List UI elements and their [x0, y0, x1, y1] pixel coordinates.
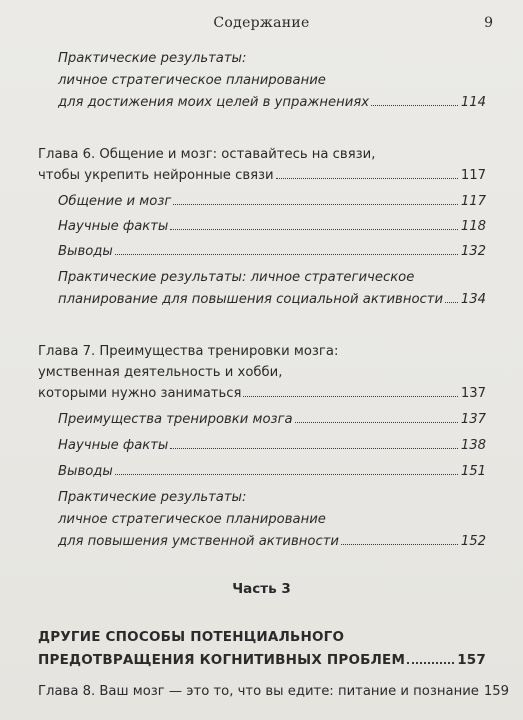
toc-entry-page: 117 — [460, 168, 486, 183]
toc-item — [58, 243, 486, 261]
toc-entry-label: Выводы — [58, 464, 113, 479]
dot-leader — [173, 203, 458, 205]
toc-entry-page: 132 — [460, 244, 486, 259]
toc-entry-label: чтобы укрепить нейронные связи — [38, 168, 274, 183]
toc-chapter-7-line1: Глава 7. Преимущества тренировки мозга: — [38, 344, 339, 359]
toc-entry-label: ПРЕДОТВРАЩЕНИЯ КОГНИТИВНЫХ ПРОБЛЕМ — [38, 652, 406, 668]
toc-chapter-7-line2: умственная деятельность и хобби, — [38, 365, 283, 380]
toc-entry-page: 134 — [460, 292, 486, 307]
toc-entry-page: 159 — [483, 684, 510, 699]
toc-entry-page: 114 — [460, 95, 486, 110]
toc-entry-label: которыми нужно заниматься — [38, 386, 242, 401]
running-head — [0, 15, 523, 35]
toc-entry-page: 137 — [460, 412, 486, 427]
toc-item — [58, 437, 486, 455]
part-heading-entry — [38, 651, 486, 669]
toc-practical-5-line2: личное стратегическое планирование — [58, 73, 326, 88]
toc-practical-5-entry — [58, 94, 486, 112]
toc-entry-label: планирование для повышения социальной активности — [58, 292, 444, 307]
part-heading-line1: ДРУГИЕ СПОСОБЫ ПОТЕНЦИАЛЬНОГО — [38, 629, 345, 645]
toc-item — [58, 411, 486, 429]
toc-entry-label: Научные факты — [58, 219, 169, 234]
dot-leader — [243, 395, 457, 397]
toc-entry-label: Научные факты — [58, 438, 169, 453]
toc-entry-label: для повышения умственной активности — [58, 534, 339, 549]
running-title: Содержание — [213, 15, 310, 31]
toc-practical-7-line2: личное стратегическое планирование — [58, 512, 326, 527]
toc-entry-page: 157 — [457, 652, 486, 668]
toc-chapter-8-entry — [38, 683, 510, 701]
dot-leader — [295, 421, 458, 423]
toc-chapter-6-entry — [38, 167, 486, 185]
toc-entry-label: Преимущества тренировки мозга — [58, 412, 293, 427]
toc-practical-7-entry — [58, 533, 486, 551]
toc-practical-7-line1: Практические результаты: — [58, 490, 247, 505]
page-number: 9 — [484, 15, 493, 31]
part-title: Часть 3 — [232, 581, 291, 597]
toc-practical-6-entry — [58, 291, 486, 309]
toc-entry-page: 117 — [460, 194, 486, 209]
dot-leader — [115, 253, 458, 255]
toc-entry-label: Глава 8. Ваш мозг — это то, что вы едите: питание и познание — [38, 684, 479, 699]
dot-leader — [371, 104, 458, 106]
toc-entry-page: 137 — [460, 386, 486, 401]
dot-leader — [170, 447, 457, 449]
dot-leader — [276, 177, 458, 179]
dot-leader — [407, 661, 454, 664]
toc-entry-label: Выводы — [58, 244, 113, 259]
toc-practical-6-line1: Практические результаты: личное стратегическое — [58, 270, 415, 285]
toc-entry-label: для достижения моих целей в упражнениях — [58, 95, 370, 110]
toc-item — [58, 193, 486, 211]
toc-chapter-7-entry — [38, 385, 486, 403]
toc-practical-5-line1: Практические результаты: — [58, 51, 247, 66]
toc-item — [58, 218, 486, 236]
toc-entry-label: Общение и мозг — [58, 194, 172, 209]
dot-leader — [341, 543, 458, 545]
toc-item — [58, 463, 486, 481]
toc-entry-page: 152 — [460, 534, 486, 549]
dot-leader — [115, 473, 458, 475]
dot-leader — [445, 301, 458, 303]
toc-chapter-6-line1: Глава 6. Общение и мозг: оставайтесь на связи, — [38, 147, 376, 162]
toc-entry-page: 138 — [460, 438, 486, 453]
toc-entry-page: 151 — [460, 464, 486, 479]
dot-leader — [170, 228, 457, 230]
toc-entry-page: 118 — [460, 219, 486, 234]
